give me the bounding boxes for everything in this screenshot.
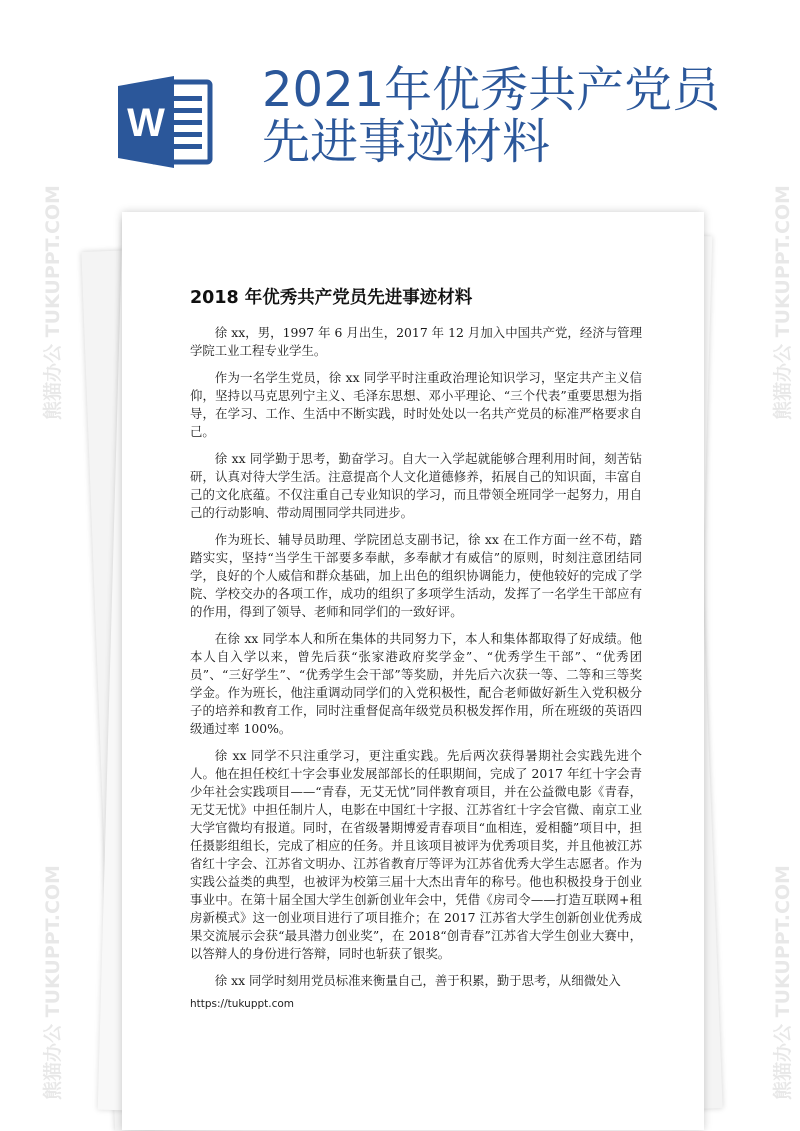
watermark-text: 熊猫办公 TUKUPPT.COM bbox=[772, 865, 794, 1100]
paragraph: 徐 xx 同学勤于思考，勤奋学习。自大一入学起就能够合理利用时间，刻苦钻研，认真对待大学生活。注意提高个人文化道德修养，拓展自己的知识面，丰富自己的文化底蕴。不仅注重自己专业知识的学习，而且带领全班同学一起努力，用自己的行动影响、带动周围同学共同进步。 bbox=[190, 451, 642, 520]
svg-text:W: W bbox=[127, 101, 165, 145]
paragraph: 作为班长、辅导员助理、学院团总支副书记，徐 xx 在工作方面一丝不苟，踏踏实实，坚持“当学生干部要多奉献，多奉献才有威信”的原则，时刻注意团结同学，良好的个人威信和群众基础，加上出色的组织协调能力，使他较好的完成了学院、学校交办的各项工作，成功的组织了多项学生活动，发挥了一名学生干部应有的作用，得到了领导、老师和同学们的一致好评。 bbox=[190, 532, 642, 619]
document-body bbox=[190, 324, 642, 999]
paragraph: 徐 xx，男，1997 年 6 月出生，2017 年 12 月加入中国共产党，经济与管理学院工业工程专业学生。 bbox=[190, 325, 642, 358]
watermark-text: 熊猫办公 TUKUPPT.COM bbox=[42, 865, 64, 1100]
document-page bbox=[122, 212, 704, 1130]
watermark-text: 熊猫办公 TUKUPPT.COM bbox=[772, 185, 794, 420]
page-title: 2021年优秀共产党员先进事迹材料 bbox=[262, 62, 721, 170]
document-title: 2018 年优秀共产党员先进事迹材料 bbox=[190, 288, 473, 308]
paragraph: 徐 xx 同学时刻用党员标准来衡量自己，善于积累，勤于思考，从细微处入 bbox=[214, 973, 621, 988]
page-header bbox=[0, 0, 800, 210]
word-document-icon bbox=[118, 72, 214, 172]
paragraph: 在徐 xx 同学本人和所在集体的共同努力下，本人和集体都取得了好成绩。他本人自入学以来，曾先后获“张家港政府奖学金”、“优秀学生干部”、“优秀团员”、“三好学生”、“优秀学生会干部”等奖励，并先后六次获一等、二等和三等奖学金。作为班长，他注重调动同学们的入党积极性，配合老师做好新生入党积极分子的培养和教育工作，同时注重督促高年级党员积极发挥作用，所在班级的英语四级通过率 100%。 bbox=[190, 631, 642, 736]
paragraph: 徐 xx 同学不只注重学习，更注重实践。先后两次获得暑期社会实践先进个人。他在担任校红十字会事业发展部部长的任职期间，完成了 2017 年红十字会青少年社会实践项目——“青春，无艾无忧”同伴教育项目，并在公益微电影《青春，无艾无忧》中担任制片人，电影在中国红十字报、江苏省红十字会官微、南京工业大学官微均有报道。同时，在省级暑期博爱青春项目“血相连，爱相髓”项目中，担任摄影组组长，完成了相应的任务。并且该项目被评为优秀项目奖，并且他被江苏省红十字会、江苏省文明办、江苏省教育厅等评为江苏省优秀大学生志愿者。作为实践公益类的典型，也被评为校第三届十大杰出青年的称号。他也积极投身于创业事业中。在第十届全国大学生创新创业年会中，凭借《房司令——打造互联网+租房新模式》这一创业项目进行了项目推介；在 2017 江苏省大学生创新创业优秀成果交流展示会获“最具潜力创业奖”，在 2018“创青春”江苏省大学生创业大赛中，以答辩人的身份进行答辩，同时也斩获了银奖。 bbox=[190, 748, 642, 961]
watermark-text: 熊猫办公 TUKUPPT.COM bbox=[42, 185, 64, 420]
paragraph: 作为一名学生党员，徐 xx 同学平时注重政治理论知识学习，坚定共产主义信仰，坚持以马克思列宁主义、毛泽东思想、邓小平理论、“三个代表”重要思想为指导，在学习、工作、生活中不断实践，时时处处以一名共产党员的标准严格要求自己。 bbox=[190, 370, 642, 439]
source-url[interactable]: https://tukuppt.com bbox=[190, 998, 295, 1010]
